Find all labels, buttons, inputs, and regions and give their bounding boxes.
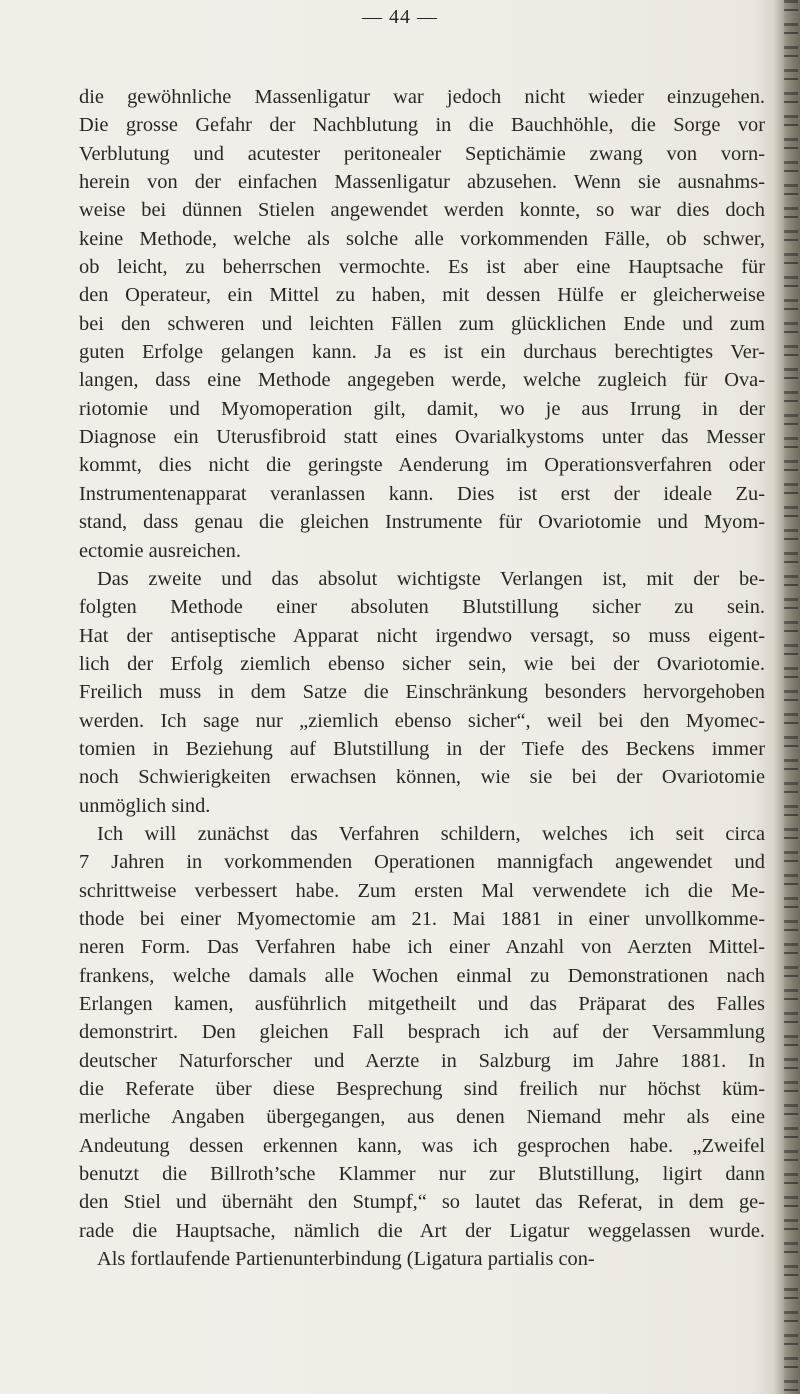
text-line: guten Erfolge gelangen kann. Ja es ist ein durchaus berechtigtes Ver- bbox=[79, 341, 765, 364]
text-line: stand, dass genau die gleichen Instrumente für Ovariotomie und Myom- bbox=[79, 511, 765, 534]
text-line: tomien in Beziehung auf Blutstillung in der Tiefe des Beckens immer bbox=[79, 737, 765, 760]
text-line: ob leicht, zu beherrschen vermochte. Es ist aber eine Hauptsache für bbox=[79, 256, 765, 279]
text-line: Erlangen kamen, ausführlich mitgetheilt und das Präparat des Falles bbox=[79, 993, 765, 1015]
text-line: noch Schwierigkeiten erwachsen können, wie sie bei der Ovariotomie bbox=[79, 766, 765, 789]
text-line: Die grosse Gefahr der Nachblutung in die Bauchhöhle, die Sorge vor bbox=[79, 114, 765, 137]
text-line: ectomie ausreichen. bbox=[79, 539, 241, 562]
text-line: frankens, welche damals alle Wochen einmal zu Demonstrationen nach bbox=[79, 964, 765, 987]
text-line: neren Form. Das Verfahren habe ich einer Anzahl von Aerzten Mittel- bbox=[79, 936, 765, 959]
text-line: den Operateur, ein Mittel zu haben, mit dessen Hülfe er gleicherweise bbox=[79, 284, 765, 307]
text-line: lich der Erfolg ziemlich ebenso sicher sein, wie bei der Ovariotomie. bbox=[79, 652, 765, 675]
text-line: benutzt die Billroth’sche Klammer nur zur Blutstillung, ligirt dann bbox=[79, 1163, 765, 1186]
body-text bbox=[79, 83, 765, 1273]
text-line: den Stiel und übernäht den Stumpf,“ so lautet das Referat, in dem ge- bbox=[79, 1191, 765, 1214]
text-line: merliche Angaben übergegangen, aus denen Niemand mehr als eine bbox=[79, 1106, 765, 1129]
text-line: deutscher Naturforscher und Aerzte in Salzburg im Jahre 1881. In bbox=[79, 1049, 765, 1072]
text-line: 7 Jahren in vorkommenden Operationen mannigfach angewendet und bbox=[79, 851, 765, 874]
text-line: Als fortlaufende Partienunterbindung (Ligatura partialis con- bbox=[97, 1248, 595, 1271]
text-line: Hat der antiseptische Apparat nicht irgendwo versagt, so muss eigent- bbox=[79, 624, 765, 647]
text-line: herein von der einfachen Massenligatur abzusehen. Wenn sie ausnahms- bbox=[79, 171, 765, 194]
text-line: kommt, dies nicht die geringste Aenderung im Operationsverfahren oder bbox=[79, 454, 765, 477]
page-edge-texture bbox=[784, 0, 798, 1394]
text-line: keine Methode, welche als solche alle vorkommenden Fälle, ob schwer, bbox=[79, 227, 765, 250]
text-line: demonstrirt. Den gleichen Fall besprach ich auf der Versammlung bbox=[79, 1021, 765, 1044]
text-line: riotomie und Myomoperation gilt, damit, wo je aus Irrung in der bbox=[79, 397, 765, 420]
text-line: folgten Methode einer absoluten Blutstillung sicher zu sein. bbox=[79, 596, 765, 619]
text-line: Andeutung dessen erkennen kann, was ich gesprochen habe. „Zweifel bbox=[79, 1134, 765, 1157]
text-line: rade die Hauptsache, nämlich die Art der Ligatur weggelassen wurde. bbox=[79, 1219, 765, 1242]
text-line: thode bei einer Myomectomie am 21. Mai 1881 in einer unvollkomme- bbox=[79, 907, 765, 930]
text-line: Diagnose ein Uterusfibroid statt eines Ovarialkystoms unter das Messer bbox=[79, 426, 765, 449]
text-line: Verblutung und acutester peritonealer Septichämie zwang von vorn- bbox=[79, 142, 765, 165]
text-line: die gewöhnliche Massenligatur war jedoch nicht wieder einzugehen. bbox=[79, 86, 765, 108]
text-line: langen, dass eine Methode angegeben werde, welche zugleich für Ova- bbox=[79, 369, 765, 392]
text-line: bei den schweren und leichten Fällen zum glücklichen Ende und zum bbox=[79, 312, 765, 335]
text-line: unmöglich sind. bbox=[79, 794, 211, 817]
text-line: Instrumentenapparat veranlassen kann. Dies ist erst der ideale Zu- bbox=[79, 482, 765, 505]
text-line: Das zweite und das absolut wichtigste Verlangen ist, mit der be- bbox=[97, 567, 765, 590]
text-line: weise bei dünnen Stielen angewendet werden konnte, so war dies doch bbox=[79, 199, 765, 222]
page-number: — 44 — bbox=[362, 6, 438, 28]
text-line: Freilich muss in dem Satze die Einschränkung besonders hervorgehoben bbox=[79, 681, 765, 704]
text-line: Ich will zunächst das Verfahren schildern, welches ich seit circa bbox=[97, 822, 765, 845]
text-line: schrittweise verbessert habe. Zum ersten Mal verwendete ich die Me- bbox=[79, 879, 765, 902]
text-line: die Referate über diese Besprechung sind freilich nur höchst küm- bbox=[79, 1078, 765, 1101]
text-line: werden. Ich sage nur „ziemlich ebenso sicher“, weil bei den Myomec- bbox=[79, 709, 765, 732]
